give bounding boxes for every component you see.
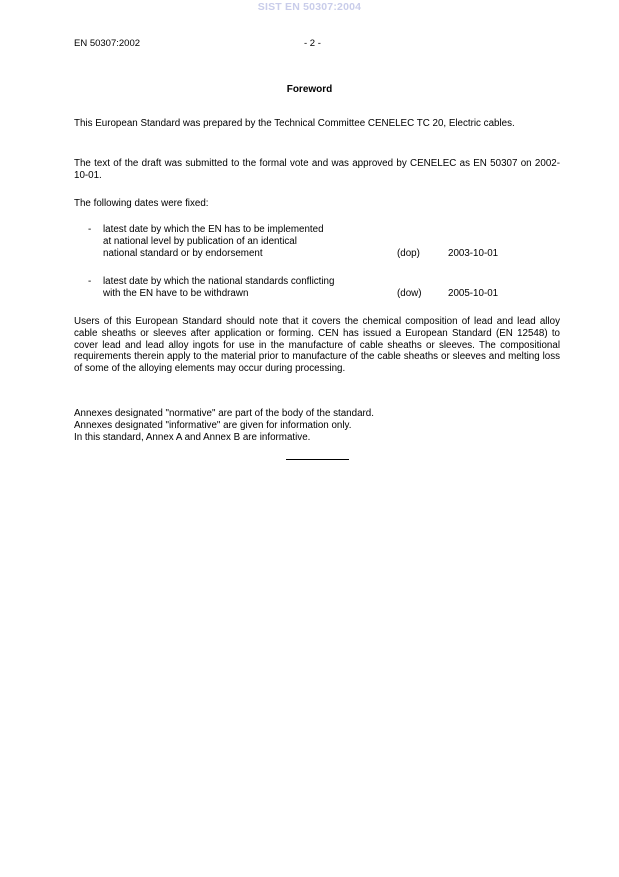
document-id: EN 50307:2002: [74, 38, 141, 49]
end-rule: [286, 459, 349, 460]
date-abbreviation: (dop): [397, 247, 420, 259]
paragraph-dates-intro: The following dates were fixed:: [74, 198, 209, 209]
list-dash: -: [88, 276, 92, 287]
annex-line: Annexes designated "informative" are given for information only.: [74, 419, 352, 431]
list-line: latest date by which the EN has to be implemented: [103, 224, 324, 235]
list-line: national standard or by endorsement: [103, 247, 263, 259]
annex-notes: [74, 408, 560, 443]
annex-line: In this standard, Annex A and Annex B are informative.: [74, 431, 311, 443]
date-abbreviation: (dow): [397, 287, 422, 299]
paragraph-technical-committee: This European Standard was prepared by the Technical Committee CENELEC TC 20, Electric cables.: [74, 118, 515, 129]
list-line: at national level by publication of an identical: [103, 235, 297, 247]
list-line: with the EN have to be withdrawn: [103, 287, 249, 299]
paragraph-users-note: Users of this European Standard should note that it covers the chemical composition of lead and lead alloy cable sheaths or sleeves after application or forming. CEN has issued a European Standard (EN 12548) to cover lead and lead alloy ingots for use in the manufacture of cable sheaths or sleeves. The compositional requirements therein apply to the material prior to manufacture of the cable sheaths or sleeves and melting loss of some of the alloying elements may occur during processing.: [74, 316, 560, 375]
list-item-text: [103, 276, 403, 300]
annex-line: Annexes designated "normative" are part of the body of the standard.: [74, 408, 374, 419]
list-dash: -: [88, 224, 92, 235]
paragraph-approval: The text of the draft was submitted to the formal vote and was approved by CENELEC as EN 50307 on 2002-10-01.: [74, 158, 560, 181]
list-line: latest date by which the national standards conflicting: [103, 276, 335, 287]
date-value: 2003-10-01: [448, 247, 499, 259]
date-value: 2005-10-01: [448, 287, 499, 299]
page-title: Foreword: [286, 84, 333, 95]
page-number: - 2 -: [304, 38, 321, 49]
list-item-text: [103, 224, 403, 259]
watermark: SIST EN 50307:2004: [257, 1, 362, 13]
